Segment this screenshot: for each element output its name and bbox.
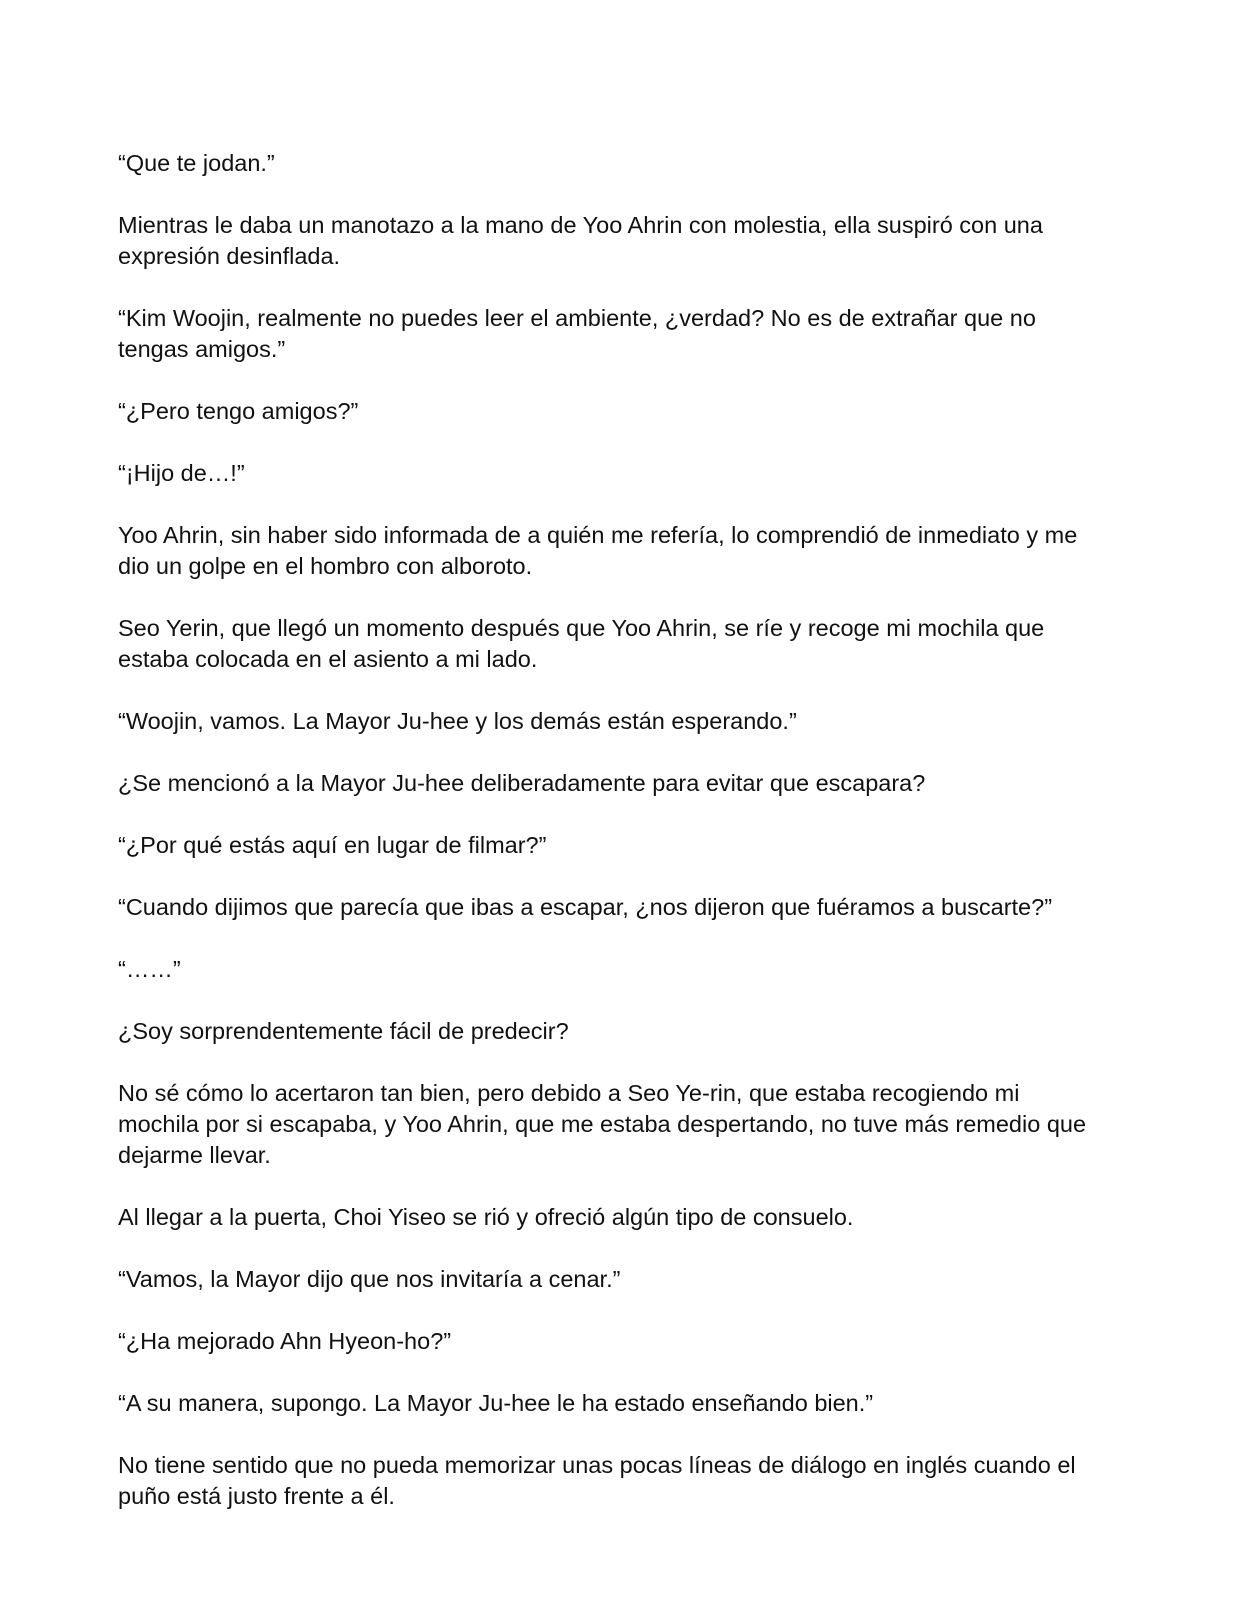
paragraph: “¿Ha mejorado Ahn Hyeon-ho?” — [118, 1328, 452, 1354]
paragraph: “Vamos, la Mayor dijo que nos invitaría a cenar.” — [118, 1266, 621, 1292]
paragraph: No sé cómo lo acertaron tan bien, pero debido a Seo Ye-rin, que estaba recogiendo mi mochila por si escapaba, y Yoo Ahrin, que me estaba despertando, no tuve más remedio que dejarme llevar. — [118, 1080, 1087, 1168]
paragraph: “Kim Woojin, realmente no puedes leer el ambiente, ¿verdad? No es de extrañar que no tengas amigos.” — [118, 305, 1036, 362]
paragraph: “Que te jodan.” — [118, 150, 275, 176]
paragraph: ¿Soy sorprendentemente fácil de predecir? — [118, 1018, 569, 1044]
paragraph: “Woojin, vamos. La Mayor Ju-hee y los demás están esperando.” — [118, 708, 797, 734]
paragraph: Seo Yerin, que llegó un momento después que Yoo Ahrin, se ríe y recoge mi mochila que estaba colocada en el asiento a mi lado. — [118, 615, 1045, 672]
paragraph: ¿Se mencionó a la Mayor Ju-hee deliberadamente para evitar que escapara? — [118, 770, 926, 796]
paragraph: No tiene sentido que no pueda memorizar unas pocas líneas de diálogo en inglés cuando el puño está justo frente a él. — [118, 1452, 1076, 1509]
paragraph: Yoo Ahrin, sin haber sido informada de a quién me refería, lo comprendió de inmediato y me dio un golpe en el hombro con alboroto. — [118, 522, 1078, 579]
document-body — [118, 148, 1098, 1543]
paragraph: “¿Por qué estás aquí en lugar de filmar?” — [118, 832, 547, 858]
paragraph: Al llegar a la puerta, Choi Yiseo se rió y ofreció algún tipo de consuelo. — [118, 1204, 854, 1230]
paragraph: “A su manera, supongo. La Mayor Ju-hee le ha estado enseñando bien.” — [118, 1390, 874, 1416]
paragraph: Mientras le daba un manotazo a la mano de Yoo Ahrin con molestia, ella suspiró con una expresión desinflada. — [118, 212, 1043, 269]
paragraph: “¿Pero tengo amigos?” — [118, 398, 359, 424]
paragraph: “Cuando dijimos que parecía que ibas a escapar, ¿nos dijeron que fuéramos a buscarte?” — [118, 894, 1053, 920]
paragraph: “¡Hijo de…!” — [118, 460, 245, 486]
paragraph: “……” — [118, 956, 181, 982]
